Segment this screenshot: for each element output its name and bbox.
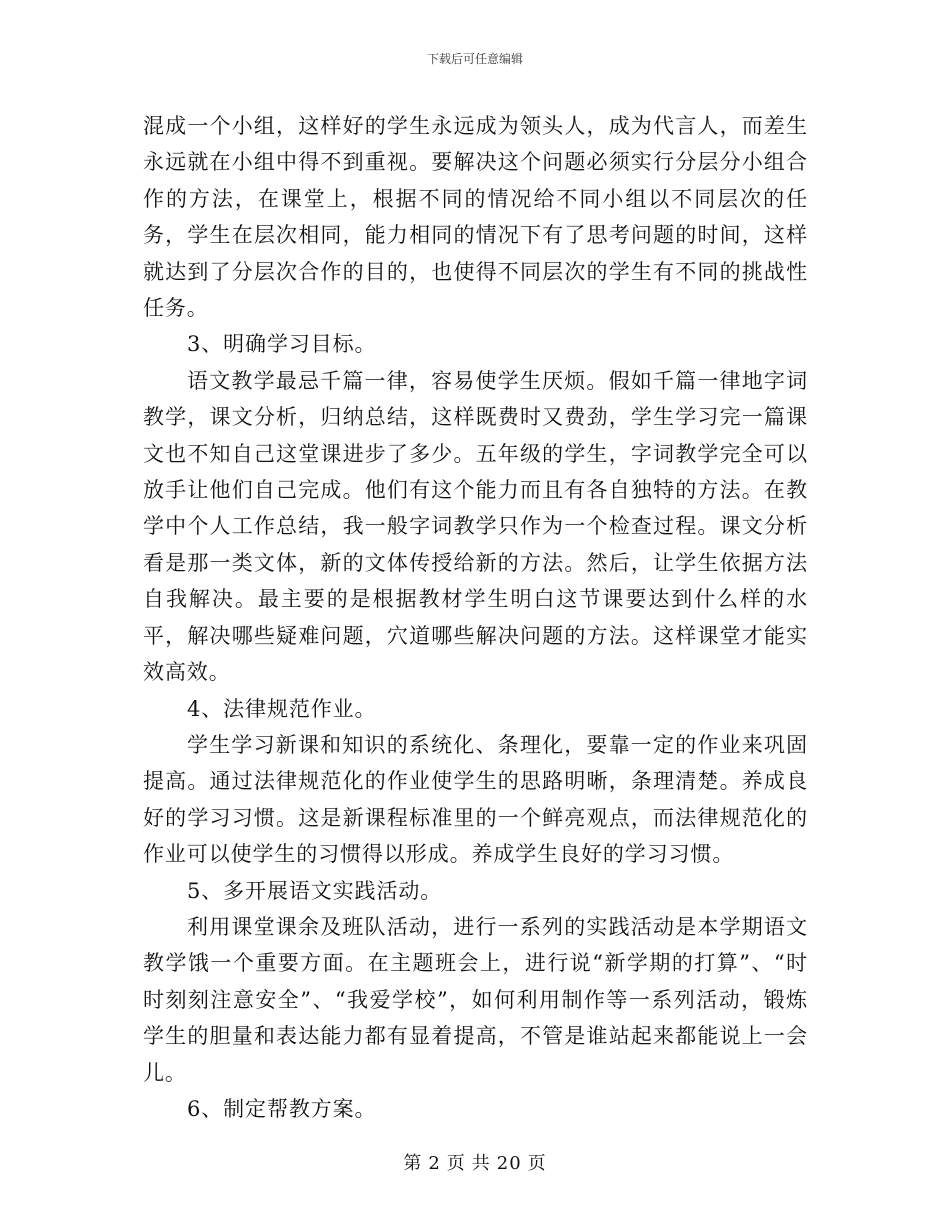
paragraph-2: 语文教学最忌千篇一律，容易使学生厌烦。假如千篇一律地字词教学，课文分析，归纳总结，这样既费时又费劲，学生学习完一篇课文也不知自己这堂课进步了多少。五年级的学生，字词教学完全可以放手让他们自己完成。他们有这个能力而且有各自独特的方法。在教学中个人工作总结，我一般字词教学只作为一个检查过程。课文分析看是那一类文体，新的文体传授给新的方法。然后，让学生依据方法自我解决。最主要的是根据教材学生明白这节课要达到什么样的水平，解决哪些疑难问题，穴道哪些解决问题的方法。这样课堂才能实效高效。: [143, 368, 808, 685]
footer-page-label: 页: [446, 1153, 466, 1174]
footer-suffix: 页: [527, 1153, 547, 1174]
footer-prefix: 第: [403, 1153, 423, 1174]
section-heading-4: 4、法律规范作业。: [187, 696, 377, 721]
paragraph-1: 混成一个小组，这样好的学生永远成为领头人，成为代言人，而差生永远就在小组中得不到重视。要解决这个问题必须实行分层分小组合作的方法，在课堂上，根据不同的情况给不同小组以不同层次的任务，学生在层次相同，能力相同的情况下有了思考问题的时间，这样就达到了分层次合作的目的，也使得不同层次的学生有不同的挑战性任务。: [143, 114, 808, 321]
page-footer: [0, 1153, 950, 1175]
footer-page-number: 2: [428, 1153, 441, 1174]
footer-total-pages: 20: [496, 1153, 522, 1174]
paragraph-3: 学生学习新课和知识的系统化、条理化，要靠一定的作业来巩固提高。通过法律规范化的作业使学生的思路明晰，条理清楚。养成良好的学习习惯。这是新课程标准里的一个鲜亮观点，而法律规范化的作业可以使学生的习惯得以形成。养成学生良好的学习习惯。: [143, 732, 808, 867]
section-heading-3: 3、明确学习目标。: [187, 332, 377, 357]
paragraph-4: 利用课堂课余及班队活动，进行一系列的实践活动是本学期语文教学饿一个重要方面。在主题班会上，进行说“新学期的打算”、“时时刻刻注意安全”、“我爱学校”，如何利用制作等一系列活动，锻炼学生的胆量和表达能力都有显着提高，不管是谁站起来都能说上一会儿。: [143, 914, 808, 1085]
section-heading-5: 5、多开展语文实践活动。: [187, 878, 443, 903]
page-header: 下载后可任意编辑: [426, 52, 523, 66]
footer-total-label: 共: [471, 1153, 491, 1174]
document-body: [143, 108, 808, 1127]
section-heading-6: 6、制定帮教方案。: [187, 1096, 377, 1121]
